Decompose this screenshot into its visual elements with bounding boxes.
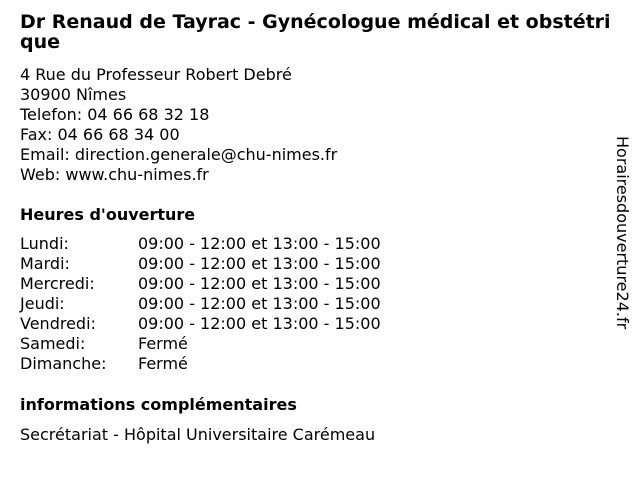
- contact-block: [20, 65, 337, 185]
- additional-info-text: Secrétariat - Hôpital Universitaire Carémeau: [20, 425, 376, 444]
- phone-number: Telefon: 04 66 68 32 18: [20, 105, 210, 124]
- day-label: Mercredi:: [20, 274, 95, 293]
- time-range: 09:00 - 12:00 et 13:00 - 15:00: [138, 294, 381, 313]
- hours-row-tuesday: [20, 254, 440, 274]
- time-range: Fermé: [138, 354, 188, 373]
- hours-row-friday: [20, 314, 440, 334]
- time-range: 09:00 - 12:00 et 13:00 - 15:00: [138, 254, 381, 273]
- hours-row-wednesday: [20, 274, 440, 294]
- day-label: Lundi:: [20, 234, 69, 253]
- email-address: Email: direction.generale@chu-nimes.fr: [20, 145, 338, 164]
- hours-row-saturday: [20, 334, 440, 354]
- additional-info-heading: informations complémentaires: [20, 395, 297, 414]
- day-label: Jeudi:: [20, 294, 65, 313]
- page-title: Dr Renaud de Tayrac - Gynécologue médical et obstétrique: [20, 11, 611, 53]
- fax-number: Fax: 04 66 68 34 00: [20, 125, 180, 144]
- website: Web: www.chu-nimes.fr: [20, 165, 209, 184]
- time-range: Fermé: [138, 334, 188, 353]
- day-label: Dimanche:: [20, 354, 107, 373]
- hours-row-monday: [20, 234, 440, 254]
- city: 30900 Nîmes: [20, 85, 127, 104]
- opening-hours-table: [20, 234, 440, 374]
- hours-row-thursday: [20, 294, 440, 314]
- time-range: 09:00 - 12:00 et 13:00 - 15:00: [138, 274, 381, 293]
- day-label: Vendredi:: [20, 314, 96, 333]
- site-watermark: Horairesdouverture24.fr: [613, 136, 632, 330]
- day-label: Mardi:: [20, 254, 70, 273]
- time-range: 09:00 - 12:00 et 13:00 - 15:00: [138, 234, 381, 253]
- day-label: Samedi:: [20, 334, 86, 353]
- time-range: 09:00 - 12:00 et 13:00 - 15:00: [138, 314, 381, 333]
- hours-row-sunday: [20, 354, 440, 374]
- opening-hours-heading: Heures d'ouverture: [20, 205, 196, 224]
- street-address: 4 Rue du Professeur Robert Debré: [20, 65, 292, 84]
